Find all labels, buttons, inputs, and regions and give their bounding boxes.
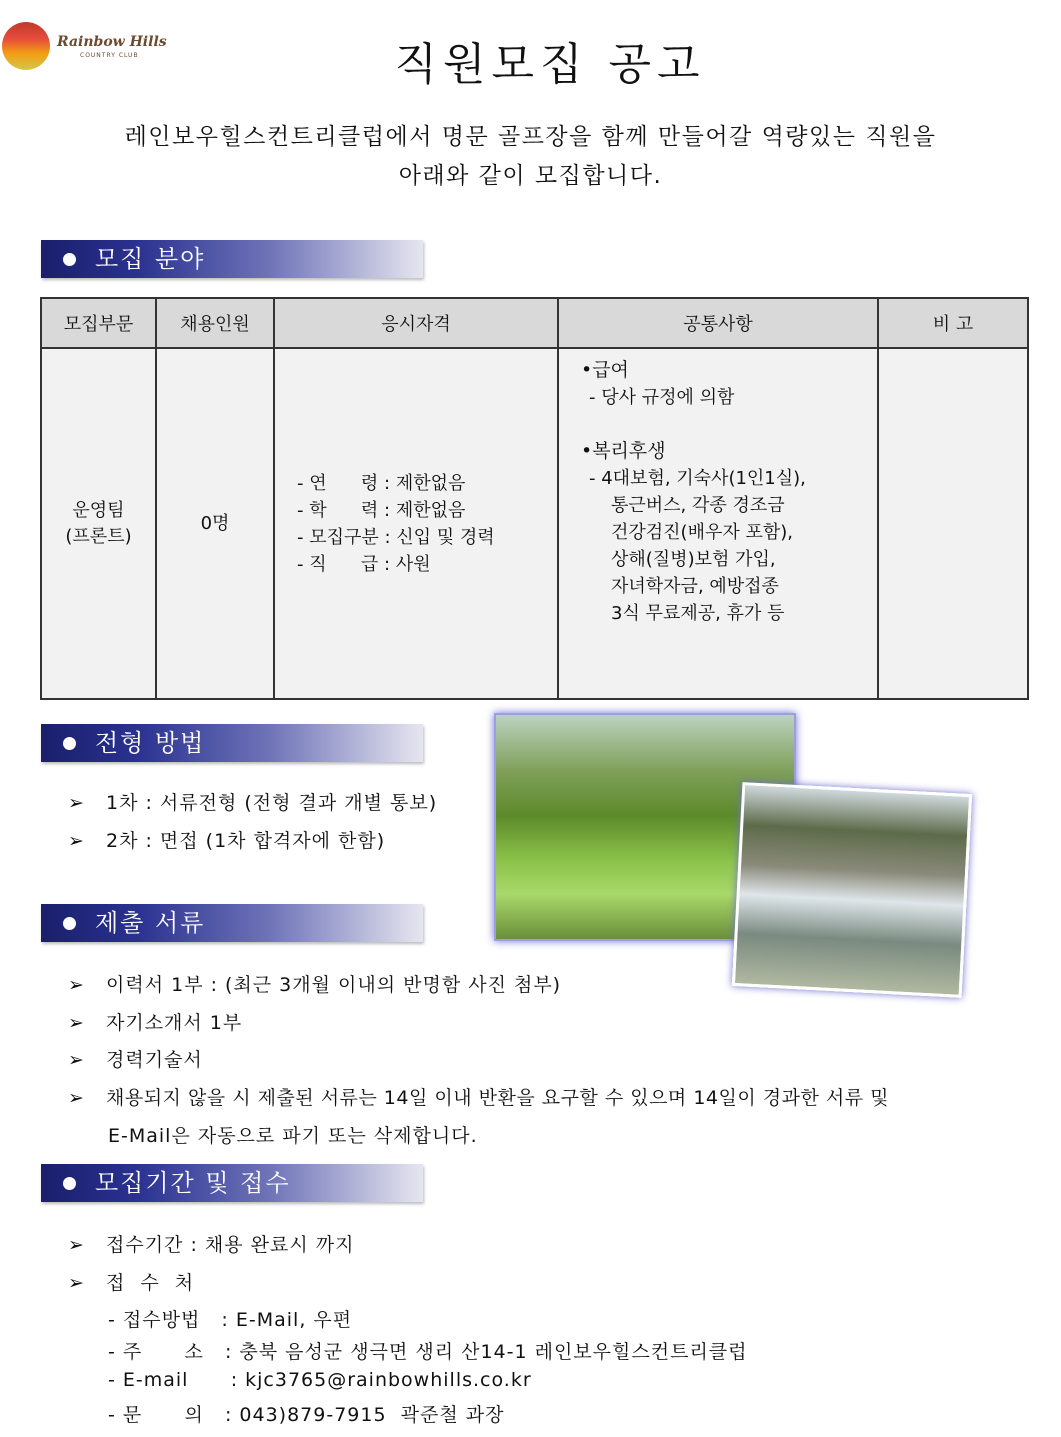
qualification-item: - 학 력 : 제한없음 [297,499,466,521]
header-common: 공통사항 [558,298,878,348]
recruit-table [40,297,1029,700]
arrow-icon: ➢ [68,1012,85,1034]
cell-dept [41,348,156,699]
qualification-item: - 직 급 : 사원 [297,553,431,575]
arrow-icon: ➢ [68,1087,85,1109]
page-title: 직원모집 공고 [394,39,706,90]
header-count: 채용인원 [156,298,274,348]
welfare-line: 건강검진(배우자 포함), [611,522,793,543]
section-label: 모집기간 및 접수 [95,1169,291,1197]
header-dept: 모집부문 [41,298,156,348]
arrow-icon: ➢ [68,792,85,814]
section-documents [41,904,423,942]
list-item: ➢ 접 수 처 [68,1272,199,1294]
section-label: 제출 서류 [95,909,206,937]
welfare-line: 통근버스, 각종 경조금 [611,495,785,516]
contact-phone: - 문 의 : 043)879-7915 곽준철 과장 [108,1404,505,1426]
cell-qualification [274,348,558,699]
salary-detail: - 당사 규정에 의함 [589,387,735,408]
list-item: ➢ 이력서 1부 : (최근 3개월 이내의 반명함 사진 첨부) [68,974,562,996]
bullet-dot-icon [63,917,76,930]
list-item: ➢ 2차 : 면접 (1차 합격자에 한함) [68,830,386,852]
arrow-icon: ➢ [68,1234,85,1256]
salary-title: •급여 [581,359,629,381]
arrow-icon: ➢ [68,1049,85,1071]
welfare-line: - 4대보험, 기숙사(1인1실), [589,468,806,489]
table-header-row [41,298,1028,348]
arrow-icon: ➢ [68,974,85,996]
qualification-item: - 연 령 : 제한없음 [297,472,466,494]
list-item: ➢ 경력기술서 [68,1049,203,1071]
qualification-item: - 모집구분 : 신입 및 경력 [297,526,495,548]
welfare-line: 자녀학자금, 예방접종 [611,576,779,597]
list-item: ➢ 채용되지 않을 시 제출된 서류는 14일 이내 반환을 요구할 수 있으며 14일이 경과한 서류 및 [68,1087,889,1109]
dept-line-1: 운영팀 [72,499,125,521]
contact-method: - 접수방법 : E-Mail, 우편 [108,1309,353,1331]
list-item: ➢ 자기소개서 1부 [68,1012,243,1034]
bullet-dot-icon [63,737,76,750]
section-recruit-field [41,240,423,278]
header-qualification: 응시자격 [274,298,558,348]
intro-line-2: 아래와 같이 모집합니다. [398,163,663,189]
intro-line-1: 레인보우힐스컨트리클럽에서 명문 골프장을 함께 만들어갈 역량있는 직원을 [124,124,937,150]
welfare-line: 3식 무료제공, 휴가 등 [611,603,785,624]
cell-common [558,348,878,699]
arrow-icon: ➢ [68,1272,85,1294]
list-item: ➢ 접수기간 : 채용 완료시 까지 [68,1234,355,1256]
table-row [41,348,1028,699]
section-selection [41,724,423,762]
dept-line-2: (프론트) [65,525,132,547]
arrow-icon: ➢ [68,830,85,852]
logo-subtext: COUNTRY CLUB [80,52,139,59]
section-period [41,1164,423,1202]
cell-note [878,348,1028,699]
section-label: 전형 방법 [95,729,206,757]
list-item-continuation: E-Mail은 자동으로 파기 또는 삭제합니다. [108,1125,478,1147]
list-item: ➢ 1차 : 서류전형 (전형 결과 개별 통보) [68,792,438,814]
welfare-line: 상해(질병)보험 가입, [611,549,776,570]
bullet-dot-icon [63,253,76,266]
contact-address: - 주 소 : 충북 음성군 생극면 생리 산14-1 레인보우힐스컨트리클럽 [108,1341,748,1363]
logo-text: Rainbow Hills [57,34,167,50]
section-label: 모집 분야 [95,245,206,273]
welfare-title: •복리후생 [581,440,666,462]
cell-count: 0명 [156,348,274,699]
bullet-dot-icon [63,1177,76,1190]
contact-email[interactable]: - E-mail : kjc3765@rainbowhills.co.kr [108,1369,532,1391]
waterfall-photo [732,782,972,998]
header-note: 비 고 [878,298,1028,348]
